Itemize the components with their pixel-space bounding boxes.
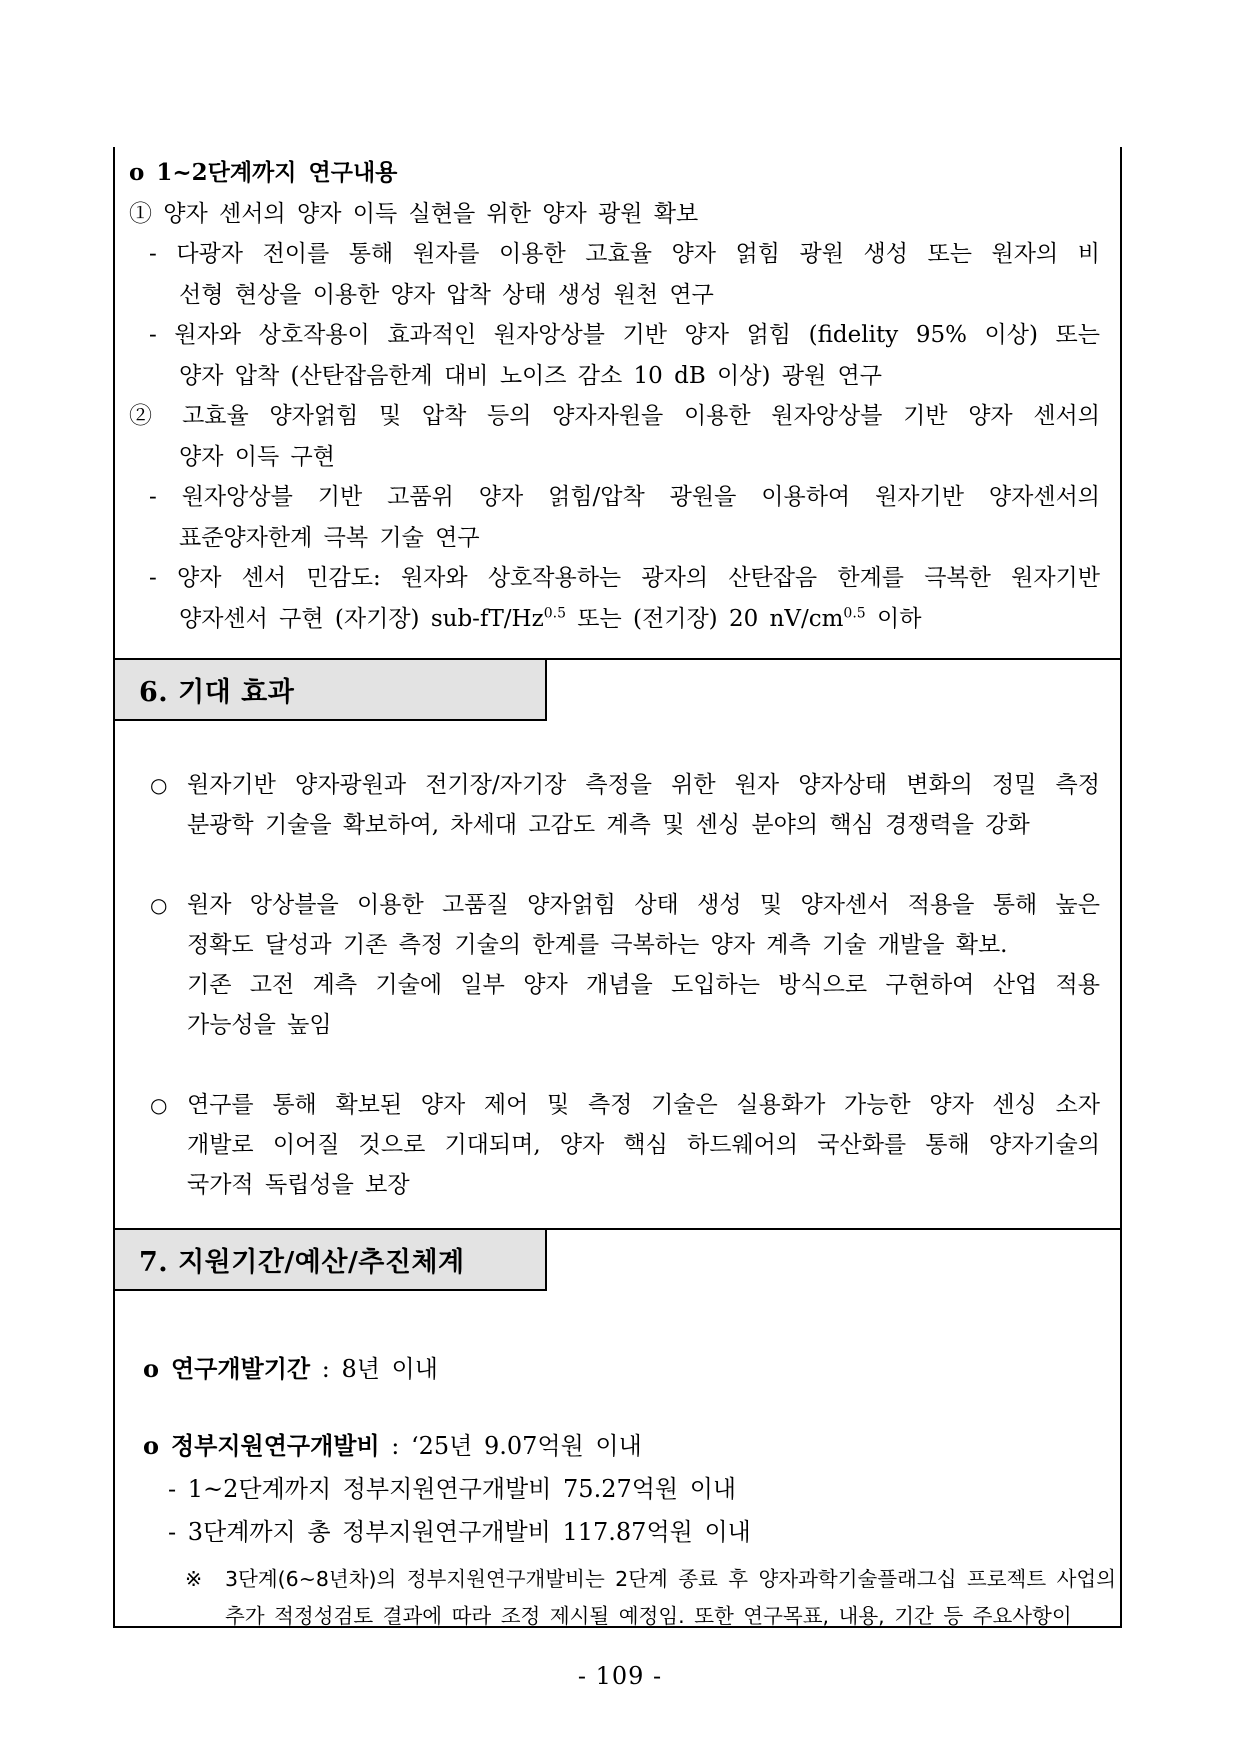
section6-content (113, 725, 1122, 1205)
reference-mark: ※ (185, 1567, 203, 1591)
body-line: - 원자와 상호작용이 효과적인 원자앙상블 기반 양자 얽힘 (fidelity 95% 이상) 또는 (149, 322, 1100, 348)
body-line: 표준양자한계 극복 기술 연구 (179, 524, 480, 551)
separator: : (379, 1432, 411, 1460)
body-line: - 원자앙상블 기반 고품위 양자 얽힘/압착 광원을 이용하여 원자기반 양자센서의 (149, 484, 1100, 510)
section6-header (113, 658, 547, 721)
paragraph-text: 원자기반 양자광원과 전기장/자기장 측정을 위한 원자 양자상태 변화의 정밀 측정 (187, 772, 1100, 798)
body-line: - 양자 센서 민감도: 원자와 상호작용하는 광자의 산탄잡음 한계를 극복한 원자기반 (149, 565, 1100, 591)
body-line: ① 양자 센서의 양자 이득 실현을 위한 양자 광원 확보 (129, 200, 699, 227)
paragraph (150, 765, 1100, 845)
rnd-period-line (143, 1349, 1100, 1389)
paragraph-text: 연구를 통해 확보된 양자 제어 및 측정 기술은 실용화가 가능한 양자 센싱 소자 (187, 1092, 1100, 1118)
body-line: 양자 이득 구현 (179, 443, 335, 470)
budget-sub-line: - 3단계까지 총 정부지원연구개발비 117.87억원 이내 (168, 1518, 751, 1546)
circle-bullet: ○ (150, 773, 168, 797)
paragraph-line: 정확도 달성과 기존 측정 기술의 한계를 극복하는 양자 계측 기술 개발을 확보. (187, 932, 1008, 958)
section7-header-label: 7. 지원기간/예산/추진체계 (139, 1247, 465, 1278)
paragraph-line: 국가적 독립성을 보장 (187, 1172, 410, 1198)
paragraph-line (150, 1085, 1100, 1125)
formula-text: 양자센서 구현 (자기장) sub-fT/Hz (179, 605, 544, 632)
section7-header (113, 1228, 547, 1291)
footnote-text: 3단계(6~8년차)의 정부지원연구개발비는 2단계 종료 후 양자과학기술플래그십 프로젝트 사업의 (225, 1567, 1116, 1591)
gov-budget-label: 정부지원연구개발비 (171, 1431, 380, 1460)
body-line: ② 고효율 양자얽힘 및 압착 등의 양자자원을 이용한 원자앙상블 기반 양자 센서의 (129, 403, 1100, 429)
body-line: 선형 현상을 이용한 양자 압착 상태 생성 원천 연구 (179, 281, 714, 308)
footnote (143, 1561, 1116, 1635)
paragraph-line (150, 885, 1100, 925)
rnd-period-value: 8년 이내 (341, 1355, 438, 1383)
block-title: o 1~2단계까지 연구내용 (129, 159, 398, 186)
section7-content (113, 1292, 1122, 1635)
footnote-line: 추가 적정성검토 결과에 따라 조정 제시될 예정임. 또한 연구목표, 내용, 기간 등 주요사항이 (225, 1604, 1072, 1628)
footnote-line (143, 1561, 1116, 1598)
paragraph-line: 개발로 이어질 것으로 기대되며, 양자 핵심 하드웨어의 국산화를 통해 양자기술의 (187, 1132, 1100, 1158)
paragraph-line: 기존 고전 계측 기술에 일부 양자 개념을 도입하는 방식으로 구현하여 산업 적용 (187, 972, 1100, 998)
rnd-period-label: 연구개발기간 (171, 1354, 311, 1383)
circle-bullet: ○ (150, 893, 168, 917)
separator: : (310, 1355, 342, 1383)
paragraph-line (150, 765, 1100, 805)
section6-header-label: 6. 기대 효과 (139, 677, 295, 708)
body-line: - 다광자 전이를 통해 원자를 이용한 고효율 양자 얽힘 광원 생성 또는 원자의 비 (149, 241, 1100, 267)
paragraph-line: 분광학 기술을 확보하여, 차세대 고감도 계측 및 센싱 분야의 핵심 경쟁력을 강화 (187, 812, 1030, 838)
o-bullet: o (143, 1431, 160, 1460)
o-bullet: o (143, 1354, 160, 1383)
formula-text: 이하 (865, 605, 922, 632)
paragraph-text: 원자 앙상블을 이용한 고품질 양자얽힘 상태 생성 및 양자센서 적용을 통해 높은 (187, 892, 1100, 918)
paragraph (150, 1085, 1100, 1205)
paragraph-line: 가능성을 높임 (187, 1012, 332, 1038)
circle-bullet: ○ (150, 1093, 168, 1117)
research-content-block (113, 147, 1122, 639)
gov-budget-line (143, 1426, 1100, 1466)
body-line: 양자 압착 (산탄잡음한계 대비 노이즈 감소 10 dB 이상) 광원 연구 (179, 362, 882, 389)
sensitivity-formula-line (129, 599, 1100, 640)
superscript: 0.5 (843, 604, 866, 621)
page-number: - 109 - (577, 1662, 663, 1690)
paragraph (150, 885, 1100, 1045)
budget-sub-line: - 1~2단계까지 정부지원연구개발비 75.27억원 이내 (168, 1475, 737, 1503)
gov-budget-value: ‘25년 9.07억원 이내 (411, 1432, 642, 1460)
formula-text: 또는 (전기장) 20 nV/cm (566, 605, 844, 632)
superscript: 0.5 (543, 604, 566, 621)
